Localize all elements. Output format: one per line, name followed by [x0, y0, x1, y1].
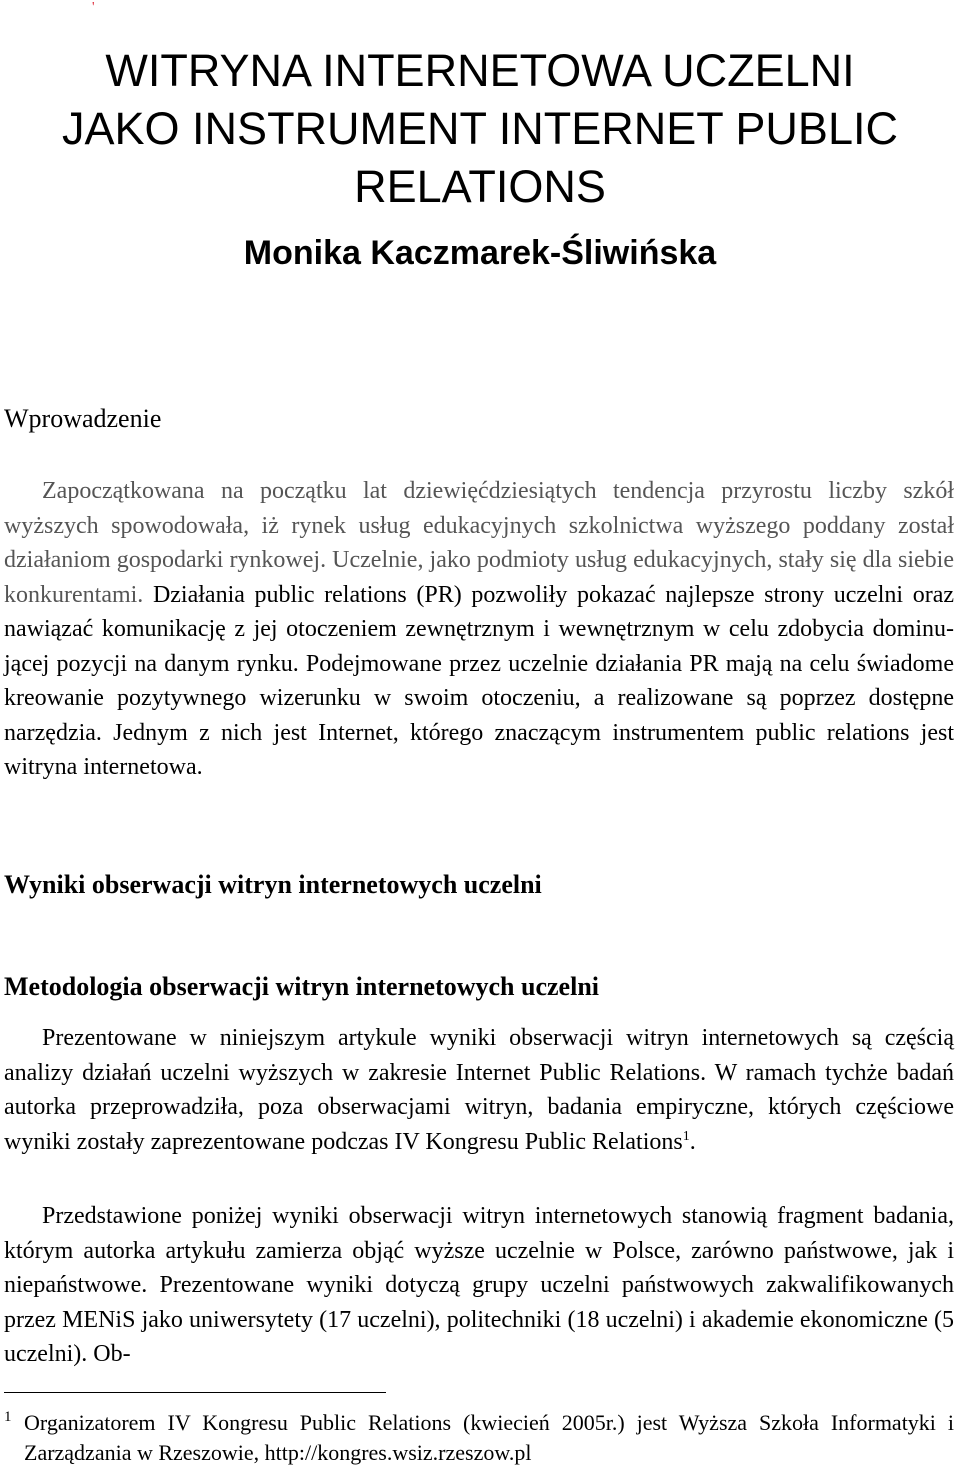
title-line-1: WITRYNA INTERNETOWA UCZELNI [105, 45, 855, 96]
methodology-heading: Metodologia obserwacji witryn internetowych uczelni [4, 972, 600, 1001]
intro-heading: Wprowadzenie [4, 404, 162, 433]
title-line-2: JAKO INSTRUMENT INTERNET PUBLIC [62, 103, 898, 154]
methodology-paragraph-2: Przedstawione poniżej wyniki obserwacji witryn internetowych stanowią fragment badania, którym autorka artykułu zamierza objąć wyższe uczelnie w Polsce, zarówno państwowe, jak i niepaństwowe. Prezentowane wyniki dotyczą grupy uczelni państwowych zakwalifikowanych przez MENiS jako uniwersytety (17 uczelni), politechniki (18 uczelni) i akademie ekonomiczne (5 uczelni). Ob- [4, 1203, 954, 1367]
footnote-text: Organizatorem IV Kongresu Public Relations (kwiecień 2005r.) jest Wyższa Szkoła Informatyki i Zarządzania w Rzeszowie, http://kongres.wsiz.rzeszow.pl [24, 1410, 954, 1465]
author-name: Monika Kaczmarek-Śliwińska [243, 234, 717, 272]
title-line-3: RELATIONS [354, 161, 606, 212]
methodology-paragraph-1 [4, 1021, 954, 1159]
footnote-divider [4, 1392, 386, 1393]
intro-paragraph [4, 474, 954, 785]
article-title [0, 42, 960, 216]
results-heading: Wyniki obserwacji witryn internetowych uczelni [4, 870, 542, 899]
footnote [4, 1408, 954, 1468]
footnote-number: 1 [4, 1409, 12, 1425]
intro-text-light: Zapoczątkowana na początku lat dziewięćdziesiątych tendencja przyrostu liczby szkół wyższych spowodowała, iż rynek usług edukacyjnych szkolnictwa wyższego poddany został działaniom gospodarki rynkowej. Uczelnie, jako podmioty usług edukacyjnych, stały się dla siebie konkurentami. [4, 478, 954, 608]
footnote-reference[interactable]: 1 [682, 1128, 690, 1144]
methodology-text-1: Prezentowane w niniejszym artykule wyniki obserwacji witryn internetowych są częścią analizy działań uczelni wyższych w zakresie Internet Public Relations. W ramach tychże badań autorka przeprowadziła, poza obserwacjami witryn, badania empiryczne, których częściowe wyniki zostały zaprezentowane podczas IV Kongresu Public Relations [4, 1025, 954, 1155]
methodology-text-1-end: . [689, 1128, 696, 1155]
corner-mark: ' [92, 0, 95, 15]
intro-text-dark: Działania public relations (PR) pozwoliły pokazać najlepsze strony uczelni oraz nawiązać komunikację z jej otoczeniem zewnętrznym i wewnętrznym w celu zdobycia dominującej pozycji na danym rynku. Podejmowane przez uczelnie działania PR mają na celu świadome kreowanie pozytywnego wizerunku w swoim otoczeniu, a realizowane są poprzez dostępne narzędzia. Jednym z nich jest Internet, którego znaczącym instrumentem public relations jest witryna internetowa. [4, 581, 954, 780]
